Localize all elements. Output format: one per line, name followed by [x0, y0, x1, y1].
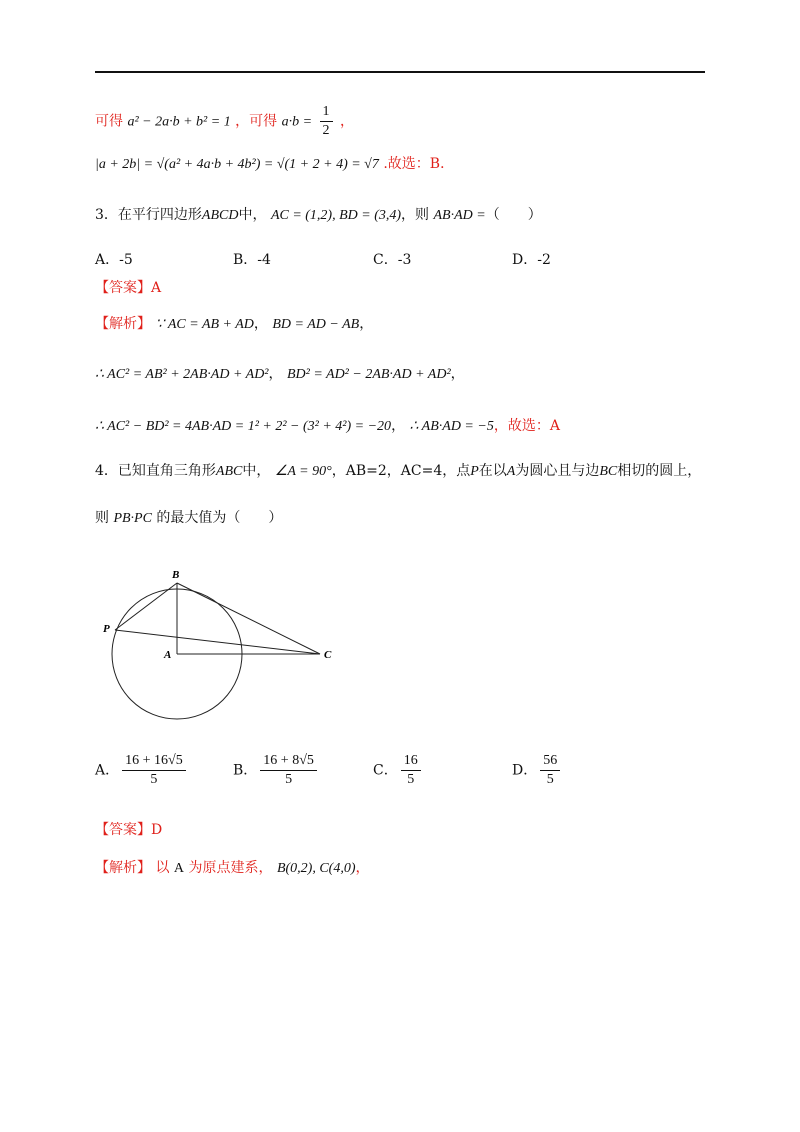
- q4-option-b: B． $\frac{16 + 8√5}{5}$: [233, 752, 320, 789]
- text-kede: 可得: [95, 113, 123, 130]
- q4-answer: 【答案】D: [95, 822, 163, 838]
- q3-analysis-1: 【解析】 ∵ AC = AB + AD， BD = AD − AB，: [95, 316, 374, 332]
- q3-option-c: C．-3: [373, 252, 412, 268]
- q4-option-d: D． $\frac{56}{5}$: [512, 752, 563, 789]
- text-kede-2: ，可得: [235, 113, 278, 130]
- q3-option-b: B．-4: [233, 252, 271, 268]
- question-4-stem-1: 4．已知直角三角形ABC中， ∠A = 90°，AB=2，AC=4，点P在以A为圆心且与边BC相切的圆上，: [95, 463, 702, 479]
- q4-option-a: A． $\frac{16 + 16√5}{5}$: [95, 752, 189, 789]
- figure-label-p: P: [103, 623, 110, 635]
- question-4-stem-2: 则 PB·PC 的最大值为（ ）: [95, 510, 283, 526]
- figure-label-a: A: [164, 649, 172, 661]
- figure-label-c: C: [324, 649, 332, 661]
- q3-analysis-2: ∴ AC² = AB² + 2AB·AD + AD²， BD² = AD² − 2AB·AD + AD²，: [95, 366, 465, 382]
- q4-figure: [100, 560, 350, 730]
- figure-segment-bc: [177, 583, 320, 654]
- figure-segment-pc: [115, 630, 320, 654]
- q3-answer: 【答案】A: [95, 280, 162, 296]
- formula-given-vectors: AC = (1,2), BD = (3,4): [270, 208, 402, 223]
- text-choose-b: .故选：B．: [383, 156, 455, 172]
- figure-segment-pb: [115, 583, 177, 630]
- figure-label-b: B: [172, 569, 180, 581]
- formula-magnitude: |a + 2b| = √(a² + 4a·b + 4b²) = √(1 + 2 + 4) = √7: [95, 157, 379, 172]
- q3-option-a: A．-5: [95, 252, 133, 268]
- q3-option-d: D．-2: [512, 252, 551, 268]
- formula-dot: a·b =: [281, 114, 313, 130]
- q4-option-c: C． $\frac{16}{5}$: [373, 752, 424, 789]
- fraction-half: $\frac{1}{2}$: [320, 103, 333, 140]
- q3-analysis-3: ∴ AC² − BD² = 4AB·AD = 1² + 2² − (3² + 4²) = −20， ∴ AB·AD = −5，故选：A: [95, 418, 560, 434]
- formula-ask: AB·AD =: [433, 208, 486, 223]
- q4-analysis-1: 【解析】 以 A 为原点建系， B(0,2), C(4,0)，: [95, 860, 370, 876]
- header-rule: [95, 71, 705, 73]
- question-3-stem: 3．在平行四边形ABCD中， AC = (1,2), BD = (3,4)，则 AB·AD =（ ）: [95, 207, 542, 223]
- solution-line-1: 可得 a² − 2a·b + b² = 1 ，可得 a·b = $\frac{1}{2}$ ，: [95, 104, 354, 138]
- solution-line-2: [95, 154, 454, 175]
- formula-expand: a² − 2a·b + b² = 1: [127, 114, 231, 130]
